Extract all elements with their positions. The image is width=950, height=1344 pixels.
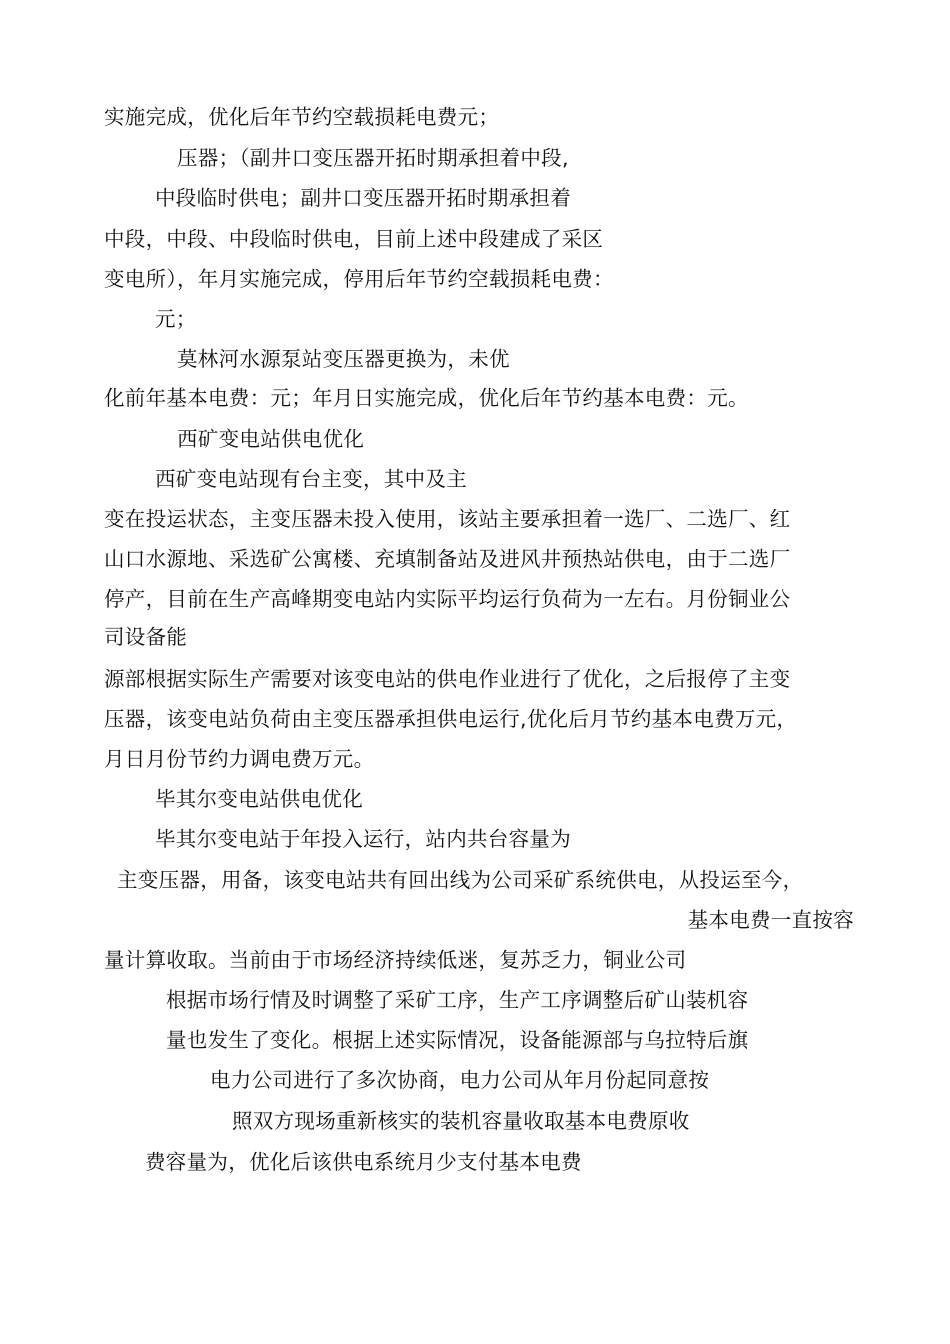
section-heading: 西矿变电站供电优化 <box>177 427 365 451</box>
text-line: 照双方现场重新核实的装机容量收取基本电费原收 <box>232 1109 690 1133</box>
text-line: 毕其尔变电站于年投入运行，站内共台容量为 <box>155 827 571 851</box>
text-line: 量也发生了变化。根据上述实际情况，设备能源部与乌拉特后旗 <box>166 1028 749 1052</box>
text-line: 费容量为，优化后该供电系统月少支付基本电费 <box>145 1150 582 1174</box>
text-line: 主变压器，用备，该变电站共有回出线为公司采矿系统供电，从投运至今， <box>117 868 804 892</box>
section-heading: 毕其尔变电站供电优化 <box>155 787 363 811</box>
text-line: 变在投运状态，主变压器未投入使用，该站主要承担着一选厂、二选厂、红 <box>104 507 791 531</box>
text-line: 电力公司进行了多次协商，电力公司从年月份起同意按 <box>210 1068 710 1092</box>
text-line: 停产，目前在生产高峰期变电站内实际平均运行负荷为一左右。月份铜业公 <box>104 587 791 611</box>
text-line: 莫林河水源泵站变压器更换为，未优 <box>177 347 510 371</box>
text-line: 元； <box>155 307 197 331</box>
text-line: 压器；（副井口变压器开拓时期承担着中段, <box>177 146 569 170</box>
text-line: 源部根据实际生产需要对该变电站的供电作业进行了优化，之后报停了主变 <box>104 667 791 691</box>
text-line: 司设备能 <box>104 625 188 649</box>
text-line: 变电所），年月实施完成，停用后年节约空载损耗电费： <box>104 267 614 291</box>
text-line: 山口水源地、采选矿公寓楼、充填制备站及进风井预热站供电，由于二选厂 <box>104 547 791 571</box>
text-line: 根据市场行情及时调整了采矿工序，生产工序调整后矿山装机容 <box>166 988 749 1012</box>
text-line: 中段临时供电；副井口变压器开拓时期承担着 <box>155 186 571 210</box>
text-line: 月日月份节约力调电费万元。 <box>104 747 375 771</box>
text-line: 基本电费一直按容 <box>687 908 854 932</box>
text-line: 压器，该变电站负荷由主变压器承担供电运行,优化后月节约基本电费万元， <box>104 707 798 731</box>
text-line: 实施完成，优化后年节约空载损耗电费元； <box>104 105 500 129</box>
text-line: 量计算收取。当前由于市场经济持续低迷，复苏乏力，铜业公司 <box>104 948 687 972</box>
text-line: 西矿变电站现有台主变，其中及主 <box>155 467 467 491</box>
text-line: 中段，中段、中段临时供电，目前上述中段建成了采区 <box>104 227 604 251</box>
text-line: 化前年基本电费：元；年月日实施完成，优化后年节约基本电费：元。 <box>104 386 749 410</box>
